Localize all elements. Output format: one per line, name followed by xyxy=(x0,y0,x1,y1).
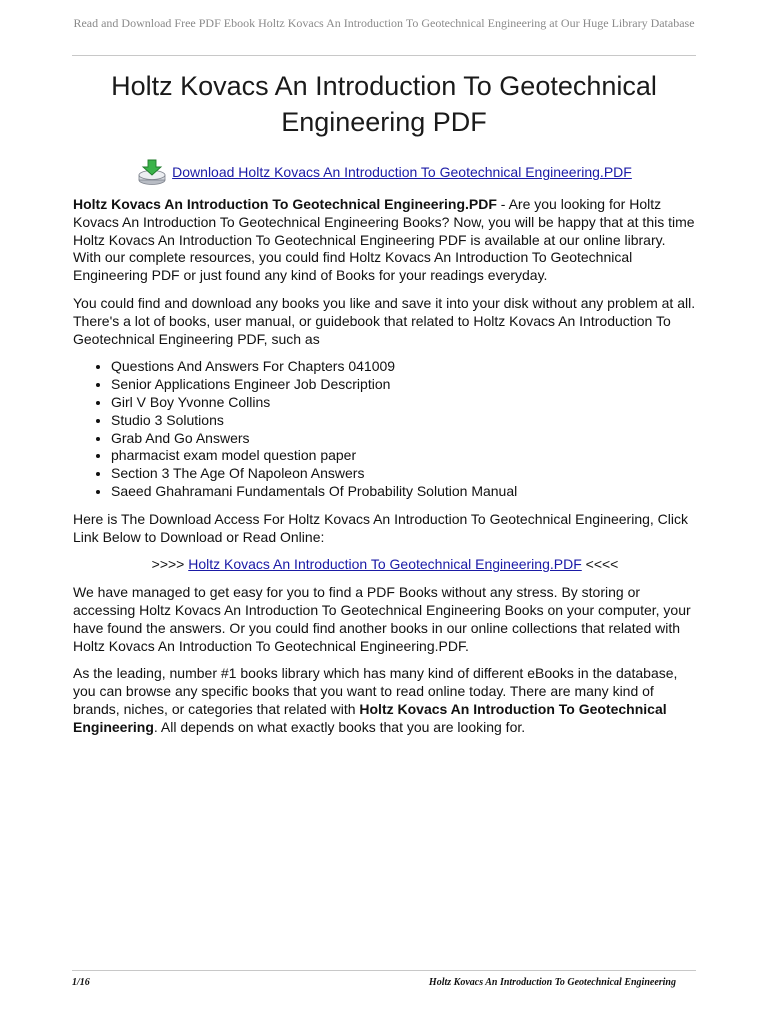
download-row xyxy=(72,158,696,186)
related-books-paragraph: You could find and download any books you like and save it into your disk without any problem at all. There's a lot of books, user manual, or guidebook that related to Holtz Kovacs An Introduction To Geotechnical Engineering PDF, such as xyxy=(73,294,696,347)
download-pdf-link[interactable]: Download Holtz Kovacs An Introduction To Geotechnical Engineering.PDF xyxy=(172,164,632,180)
intro-bold-lead: Holtz Kovacs An Introduction To Geotechnical Engineering.PDF xyxy=(73,196,497,212)
access-pdf-link[interactable]: Holtz Kovacs An Introduction To Geotechnical Engineering.PDF xyxy=(188,556,582,573)
book-list-item: • Section 3 The Age Of Napoleon Answers xyxy=(111,465,697,483)
book-list-item: • Girl V Boy Yvonne Collins xyxy=(111,394,697,412)
book-list xyxy=(73,358,697,500)
library-text-before: As the leading, number #1 books library which has many kind of different eBooks in the database, you can browse any specific books that you want to read online today. There are many kind of brands, niches, or categories that related with xyxy=(73,665,678,717)
book-list-item: • Saeed Ghahramani Fundamentals Of Probability Solution Manual xyxy=(111,483,697,501)
book-list-item: • Studio 3 Solutions xyxy=(111,412,697,430)
download-access-paragraph: Here is The Download Access For Holtz Kovacs An Introduction To Geotechnical Engineering, Click Link Below to Download or Read Online: xyxy=(73,510,689,545)
footer-title: Holtz Kovacs An Introduction To Geotechnical Engineering xyxy=(428,977,676,988)
intro-text: - Are you looking for Holtz Kovacs An Introduction To Geotechnical Engineering Books? Now, you will be happy that at this time Holtz Kovacs An Introduction To Geotechnical Engineering PDF is available at our online library. With our complete resources, you could find Holtz Kovacs An Introduction To Geotechnical Engineering PDF or just found any kind of Books for your readings everyday. xyxy=(73,196,695,284)
library-paragraph xyxy=(73,665,697,736)
access-suffix: <<<< xyxy=(581,556,619,573)
page-title: Holtz Kovacs An Introduction To Geotechnical Engineering PDF xyxy=(111,71,657,137)
access-line xyxy=(73,556,697,574)
book-list-item: • pharmacist exam model question paper xyxy=(111,447,697,465)
page-header: Read and Download Free PDF Ebook Holtz Kovacs An Introduction To Geotechnical Engineering at Our Huge Library Database xyxy=(73,16,695,30)
download-icon[interactable] xyxy=(136,158,168,186)
intro-paragraph xyxy=(73,196,697,285)
book-list-item: • Grab And Go Answers xyxy=(111,430,697,448)
library-text-after: . All depends on what exactly books that you are looking for. xyxy=(153,718,526,735)
book-list-item: • Questions And Answers For Chapters 041009 xyxy=(111,358,697,376)
easy-find-paragraph: We have managed to get easy for you to find a PDF Books without any stress. By storing or accessing Holtz Kovacs An Introduction To Geotechnical Engineering Books on your computer, your have found the answers. Or you could find another books in our online collections that related with Holtz Kovacs An Introduction To Geotechnical Engineering.PDF. xyxy=(73,584,691,654)
access-prefix: >>>> xyxy=(151,556,189,573)
book-list-item: • Senior Applications Engineer Job Description xyxy=(111,376,697,394)
header-divider xyxy=(72,55,696,56)
page-number: 1/16 xyxy=(72,977,90,988)
document-body xyxy=(73,196,697,747)
footer-divider xyxy=(72,970,696,971)
library-bold-title: Holtz Kovacs An Introduction To Geotechnical Engineering xyxy=(73,700,667,735)
